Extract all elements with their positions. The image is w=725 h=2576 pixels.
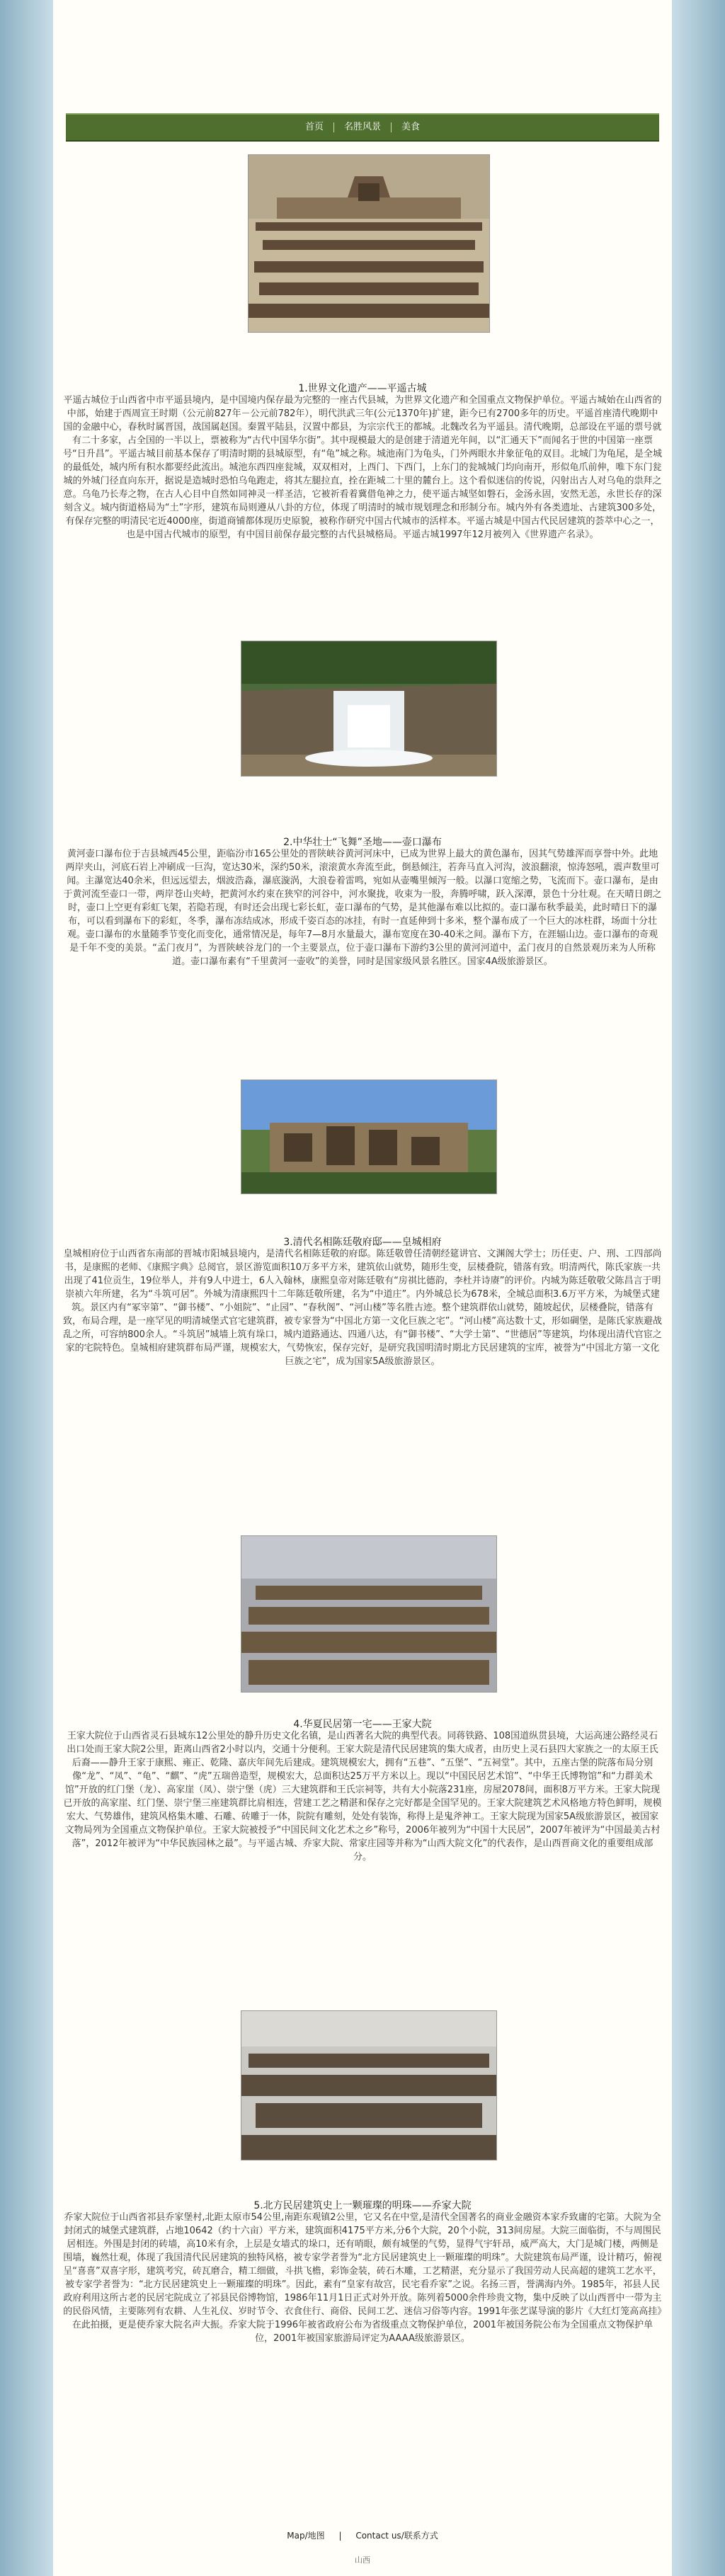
hukou-waterfall-photo (241, 641, 497, 777)
footer-contact-link[interactable]: Contact us/联系方式 (355, 2531, 438, 2541)
footer-separator: | (338, 2531, 342, 2541)
section-1-text: 平遥古城位于山西省中市平遥县境内，是中国境内保存最为完整的一座古代县城，为世界文化遗产和全国重点文物保护单位。平遥古城始在山西省的中部，始建于西周宣王时期（公元前827年－公元前782年），明代洪武三年(公元1370年)扩建，距今已有2700多年的历史。平遥首座清代晚期中国的金融中心，春秋时属晋国，战国属赵国。秦置平陆县，汉置中都县，为宗宗代王的都城。北魏改名为平遥县。清代晚期，总部设在平遥的票号就有二十多家，占全国的一半以上，票被称为“古代中国华尔街”。其中现模最大的是创建于清道光年间，以“汇通天下”而闻名于世的中国第一座票号“日升昌”。平遥古城目前基本保存了明清时期的县城原型，有“龟”城之称。城池南门为龟头，门外两眼水井象征龟的双目。北城门为龟尾，是全城的最低处，城内所有积水都要经此流出。城池东西四座瓮城，双双相对，上西门、下西门，上东门的瓮城城门均向南开，形似龟爪前伸，唯下东门瓮城的外城门径直向东开，据说是造城时恐怕乌龟跑走，将其左腿拉直，拴在距城二十里的麓台上。这个看似迷信的传说，闪射出古人对乌龟的祟拜之意。乌龟乃长寿之物，在古人心目中自然如同神灵一样圣洁，它被祈看着冀借龟神之力，使平遥古城坚如磐石，金汤永固，安然无恙，永世长存的深刻含义。城内街道格局为“土”字形，建筑布局则遵从八卦的方位，体现了明清时的城市规划理念和形制分布。城内外有各类遗址、古建筑300多处，有保存完整的明清民宅近4000座，街道商铺都体现历史原貌，被称作研究中国古代城市的活样本。平遥古城是中国古代民居建筑的荟萃中心之一，也是中国古代城市的原型，有中国目前保存最完整的古代县城格局。平遥古城1997年12月被列入《世界遗产名录》。 (63, 395, 662, 540)
section-2-text: 黄河壶口瀑布位于吉县城西45公里，距临汾市165公里处的晋陕峡谷黄河河床中，已成为世界上最大的黄色瀑布，因其气势雄浑而享誉中外。此地两岸夹山，河底石岩上冲刷成一巨沟，宽达30米，深约50米，滚滚黄水奔流至此，倒悬倾注，若奔马直入河沟，波浪翻滚，惊涛怒吼，震声数里可闻。主瀑宽达40余米，但远远望去，烟波浩淼，瀑底漩涡，大浪卷着雷鸣，宛如从壶嘴里倾泻一般。以瀑口宽缩之势，飞流而下。壶口瀑布，是由于黄河流至壶口一带，两岸苍山夹峙，把黄河水约束在狭窄的河谷中，河水聚拢，收束为一股，奔腾呼啸，跃入深潭，景色十分壮观。在天晴日朗之时，壶口上空更有彩虹飞架，若隐若现，有时还会出现七彩长虹，壶口瀑布的气势，是其他瀑布难以比拟的。壶口瀑布秋季最美，此时晴日下的瀑布，可以看到瀑布下的彩虹，冬季，瀑布冻结成冰，形成千姿百态的冰挂，有时一直延伸到十多米，整个瀑布成了一个巨大的冰柱群，场面十分壮观。壶口瀑布的水量随季节变化而变化，通常情况是，每年7—8月水量最大，瀑布宽度在30-40米之间。瀑布下方，在涯辐山边。壶口瀑布的奇观是千年不变的美景。“孟门夜月”，为晋陕峡谷龙门的一个主要景点，位于壶口瀑布下游约3公里的黄河河道中，孟门夜月的自然景观历来为人所称道。壶口瀑布素有“千里黄河一壶收”的美誉，同时是国家级风景名胜区。国家4A级旅游景区。 (63, 849, 662, 967)
pingyao-ancient-city-photo (248, 154, 490, 333)
section-5-title: 5.北方民居建筑史上一颗璀璨的明珠——乔家大院 (253, 2200, 472, 2211)
wang-family-compound-photo (241, 1535, 497, 1693)
section-4-text: 王家大院位于山西省灵石县城东12公里处的静升历史文化名镇，是山西著名大院的典型代表。同蒋铁路、108国道纵贯县境，大运高速公路经灵石出口处而王家大院2公里，距离山西省2小时以内，交通十分便利。王家大院是清代民居建筑的集大成者，由历史上灵石县四大家族之一的太原王氏后裔——静升王家于康熙、雍正、乾隆、嘉庆年间先后建成。建筑规模宏大，拥有“五巷”、“五堡”、“五祠堂”。其中，五座古堡的院落布局分别像“龙”、“凤”、“龟”、“麒”、“虎”五瑞兽造型，规模宏大，总面积达25万平方米以上。现以“中国民居艺术馆”、“中华王氏博物馆”和“力群美术馆”开放的红门堡（龙）、高家崖（凤）、崇宁堡（虎）三大建筑群和王氏宗祠等，共有大小院落231座，房屋2078间，面积8万平方米。王家大院现已开放的高家崖、红门堡、崇宁堡三座建筑群比肩相连，营建工艺之精湛和保存之完好都是全国罕见的。王家大院建筑艺术风格地方特色鲜明，规模宏大、气势雄伟，建筑风格集木雕、石雕、砖雕于一体，院院有雕刻，处处有装饰，称得上是鬼斧神工。王家大院现为国家5A级旅游景区，被国家文物局列为全国重点文物保护单位。王家大院被授予“中国民间文化艺术之乡”称号，2006年被列为“中国十大民居”，2007年被评为“中国最美古村落”，2012年被评为“中华民族园林之最”。与平遥古城、乔家大院、常家庄园等并称为“山西大院文化”的代表作，是山西晋商文化的重要组成部分。 (63, 1731, 662, 1862)
nav-link-scenery[interactable]: 名胜风景 (334, 122, 392, 132)
huangcheng-palace-photo (241, 1080, 497, 1194)
section-5-text: 乔家大院位于山西省祁县乔家堡村,北距太原市54公里,南距东观镇2公里，它又名在中堂,是清代全国著名的商业金融资本家乔致庸的宅第。大院为全封闭式的城堡式建筑群，占地10642（约十六亩）平方米，建筑面积4175平方米,分6个大院，20个小院，313间房屋。大院三面临街，不与周围民居相连。外围是封闭的砖墙，高10米有余，上层是女墙式的垛口，还有哨眼，颇有城堡的气势，显得气宇轩昂，威严高大，大门是城门楼，两侧是围墙，巍然壮观，体现了我国清代民居建筑的独特风格，被专家学者誉为“北方民居建筑史上一颗璀璨的明珠”。大院建筑布局严谨，设计精巧，俯视呈“喜喜”双喜字形，建筑考究，砖瓦磨合，精工细做，斗拱飞檐，彩饰金装，砖石木雕，工艺精湛，充分显示了我国劳动人民高超的建筑工艺水平，被专家学者誉为：“北方民居建筑史上一颗璀璨的明珠”。因此，素有“皇家有故宫，民宅看乔家”之说。名扬三晋，誉满海内外。1985年，祁县人民政府利用这所古老的民居宅院成立了祁县民俗博物馆，1986年11月1日正式对外开放。陈列着5000余件珍贵文物，集中反映了以山西晋中一带为主的民俗风情，主要陈列有农耕、人生礼仪、岁时节令、衣食住行、商俗、民间工艺、迷信习俗等内容。1991年张艺谋导演的影片《大红灯笼高高挂》在此拍摄，更是使乔家大院名声大振。乔家大院于1996年被省政府公布为省级重点文物保护单位，2001年被国务院公布为全国重点文物保护单位，2001年被国家旅游局评定为AAAA级旅游景区。 (63, 2212, 662, 2344)
section-3-text: 皇城相府位于山西省东南部的晋城市阳城县境内，是清代名相陈廷敬的府邸。陈廷敬曾任清朝经筵讲官、文渊阁大学士；历任吏、户、刑、工四部尚书，是康熙的老师、《康熙字典》总阅官，景区游览面积10万多平方米，建筑依山就势，随形生变，层楼叠院，错落有致。明清两代，陈氏家族一共出现了41位贡生，19位举人，并有9人中进士，6人入翰林，康熙皇帝对陈廷敬有“房祺比德韵，李杜并诗赓”的评价。内城为陈廷敬敬父陈昌言于明崇祯六年所建，名为“斗筑可居”。外城为清康熙四十二年陈廷敬所建，名为“中道庄”。内外城总长为678米，全城总面积3.6万平方米，为城堡式建筑。景区内有“冢宰第”、“御书楼”、“小姐院”、“止园”、“春秋阁”、“河山楼”等名胜古迹。整个建筑群依山就势，随坡起伏，层楼叠院，错落有致，布局合理，是一座罕见的明清城堡式官宅建筑群，被专家誉为“中国北方第一文化巨族之宅”。“河山楼”高达数十丈，形如碉堡，是陈氏家族避战乱之所，可容纳800余人。“斗筑居”城墙上筑有垛口，城内道路通达、四通八达，有“御书楼”、“大学士第”、“世德居”等建筑，均体现出清代官宦之家的宅院特色。皇城相府建筑群布局严谨，规模宏大，气势恢宏，保存完好，是研究我国明清时期北方民居建筑的宝库，被誉为“中国北方第一文化巨族之宅”，成为国家5A级旅游景区。 (63, 1249, 662, 1367)
footer-links (53, 2529, 672, 2541)
section-1-title: 1.世界文化遗产——平遥古城 (298, 383, 427, 394)
nav-link-home[interactable]: 首页 (295, 122, 334, 132)
section-3-title: 3.清代名相陈廷敬府邸——皇城相府 (283, 1237, 442, 1248)
footer-map-link[interactable]: Map/地图 (287, 2531, 325, 2541)
page-background-right (672, 0, 725, 2576)
footer-icon: 山西 (355, 2555, 370, 2565)
section-4-title: 4.华夏民居第一宅——王家大院 (293, 1719, 432, 1730)
page-container (53, 0, 672, 2576)
page-background-left (0, 0, 53, 2576)
main-navigation (66, 113, 659, 142)
qiao-family-compound-photo (241, 2010, 497, 2160)
section-2-title: 2.中华壮士“飞舞”圣地——壶口瀑布 (283, 837, 442, 848)
nav-link-food[interactable]: 美食 (401, 122, 421, 132)
